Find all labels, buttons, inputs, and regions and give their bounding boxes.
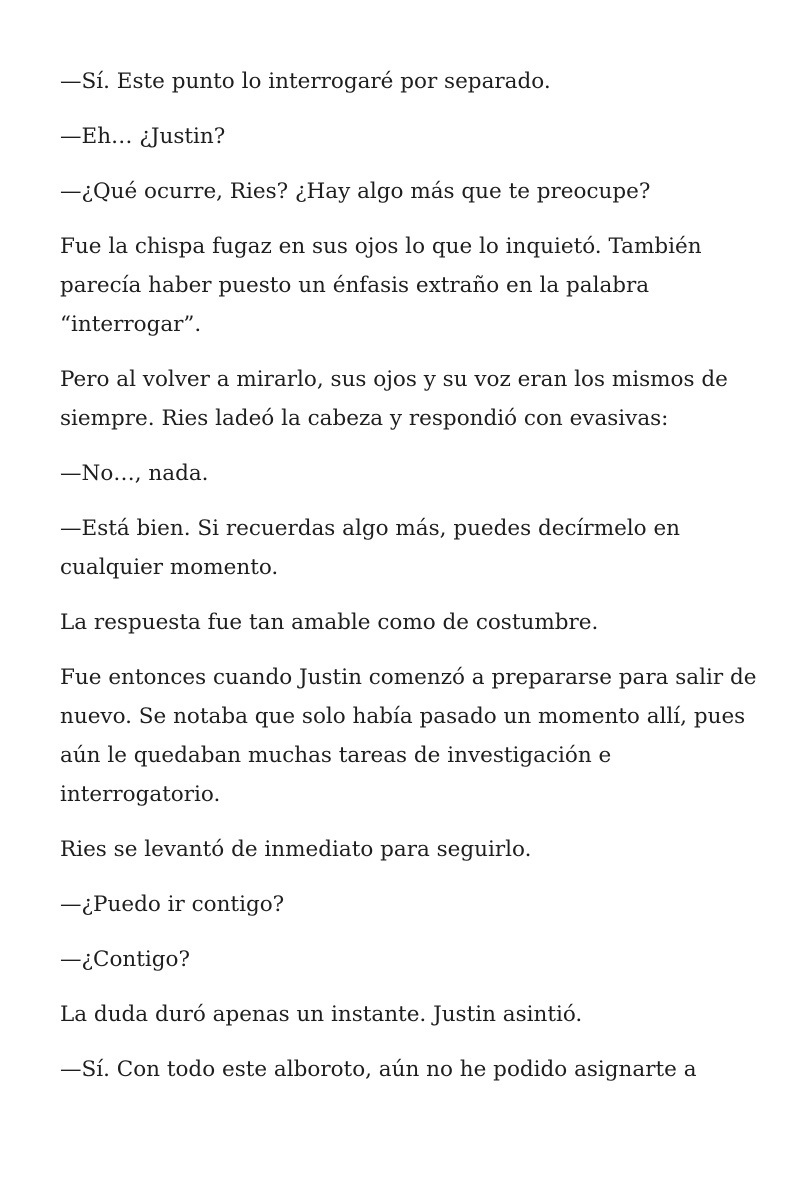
paragraph: Fue la chispa fugaz en sus ojos lo que lo inquietó. También parecía haber puesto un énfasis extraño en la palabra “interrogar”. (60, 234, 702, 337)
paragraph: —Sí. Con todo este alboroto, aún no he podido asignarte a (60, 1057, 697, 1082)
paragraph: Pero al volver a mirarlo, sus ojos y su voz eran los mismos de siempre. Ries ladeó la cabeza y respondió con evasivas: (60, 367, 728, 431)
paragraph: —¿Qué ocurre, Ries? ¿Hay algo más que te preocupe? (60, 179, 651, 204)
paragraph: —Está bien. Si recuerdas algo más, puedes decírmelo en cualquier momento. (60, 516, 681, 580)
paragraph: Fue entonces cuando Justin comenzó a prepararse para salir de nuevo. Se notaba que solo había pasado un momento allí, pues aún le quedaban muchas tareas de investigación e interrogatorio. (60, 665, 757, 807)
paragraph: Ries se levantó de inmediato para seguirlo. (60, 837, 532, 862)
paragraph: —No…, nada. (60, 461, 209, 486)
paragraph: —¿Puedo ir contigo? (60, 892, 285, 917)
paragraph: La duda duró apenas un instante. Justin asintió. (60, 1002, 583, 1027)
paragraph: —Sí. Este punto lo interrogaré por separado. (60, 69, 551, 94)
reading-page (60, 62, 760, 1105)
paragraph: —¿Contigo? (60, 947, 191, 972)
paragraph: La respuesta fue tan amable como de costumbre. (60, 610, 599, 635)
paragraph: —Eh… ¿Justin? (60, 124, 226, 149)
